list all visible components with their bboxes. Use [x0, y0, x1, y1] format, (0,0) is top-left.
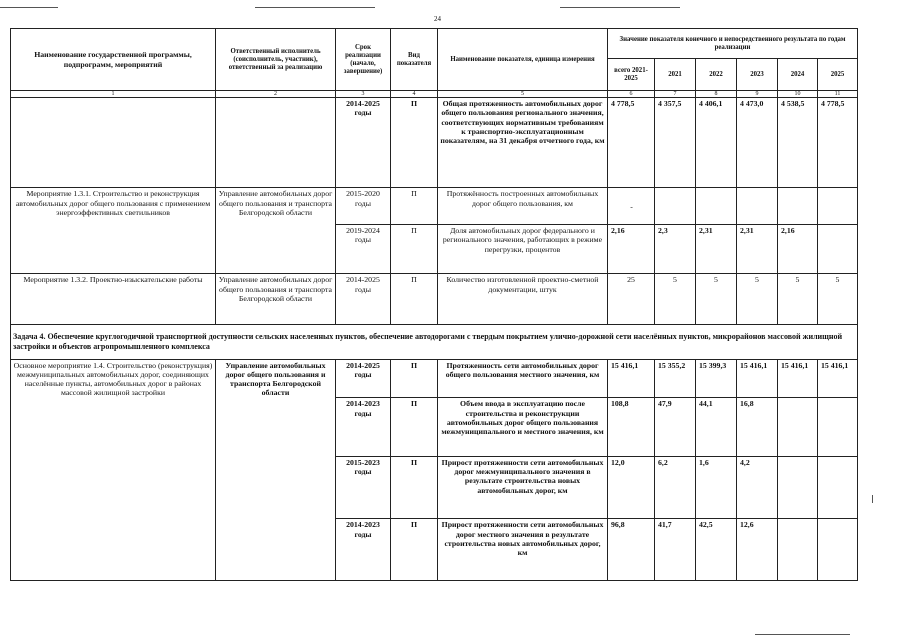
- value-2025: [818, 456, 858, 519]
- header-executor: Ответственный исполнитель (соисполнитель, участник), ответственный за реализацию: [216, 29, 336, 91]
- measure-1-3-2-name: Мероприятие 1.3.2. Проектно-изыскательские работы: [11, 274, 216, 324]
- measure-1-3-2-executor: Управление автомобильных дорог общего пользования и транспорта Белгородской области: [216, 274, 336, 324]
- value-2025: [818, 225, 858, 274]
- header-year-2024: 2024: [778, 59, 818, 91]
- value-total: 25: [608, 274, 655, 324]
- header-indicator: Наименование показателя, единица измерения: [438, 29, 608, 91]
- value-2021: 6,2: [655, 456, 696, 519]
- column-number: 10: [778, 91, 818, 98]
- value-2021: 2,3: [655, 225, 696, 274]
- value-2021: 15 355,2: [655, 359, 696, 398]
- value-2025: 15 416,1: [818, 359, 858, 398]
- value-2023: 5: [737, 274, 778, 324]
- column-number: 7: [655, 91, 696, 98]
- value-2021: 47,9: [655, 398, 696, 456]
- value-total: -: [608, 188, 655, 225]
- table-row: [11, 188, 858, 225]
- table-row: [11, 98, 858, 188]
- scan-mark-bottom-right: [755, 634, 850, 635]
- value-2022: 15 399,3: [696, 359, 737, 398]
- indicator-cell: Объем ввода в эксплуатацию после строительства и реконструкции автомобильных дорог общего пользования межмуниципального и местного значения, км: [438, 398, 608, 456]
- scan-mark-top-mid: [255, 7, 375, 8]
- value-2022: 4 406,1: [696, 98, 737, 188]
- kind-cell: П: [391, 456, 438, 519]
- page-number: 24: [434, 15, 441, 23]
- value-2022: [696, 188, 737, 225]
- value-2023: 4 473,0: [737, 98, 778, 188]
- value-total: 4 778,5: [608, 98, 655, 188]
- table-row: [11, 274, 858, 324]
- value-2025: [818, 398, 858, 456]
- indicator-cell: Протяжённость построенных автомобильных дорог общего пользования, км: [438, 188, 608, 225]
- value-2021: 5: [655, 274, 696, 324]
- header-year-2021: 2021: [655, 59, 696, 91]
- value-2024: 5: [778, 274, 818, 324]
- scan-mark-top-right: [560, 7, 680, 8]
- value-2021: 41,7: [655, 519, 696, 581]
- value-2025: 4 778,5: [818, 98, 858, 188]
- column-number: 6: [608, 91, 655, 98]
- value-2023: 2,31: [737, 225, 778, 274]
- value-2025: 5: [818, 274, 858, 324]
- measure-1-4-name: Основное мероприятие 1.4. Строительство (реконструкция) межмуниципальных автомобильных дорог, соединяющих населённые пункты, автомобильных дорог в районах массовой жилищной застройки: [11, 359, 216, 580]
- term-cell: 2015-2020 годы: [336, 188, 391, 225]
- header-values-group: Значение показателя конечного и непосредственного результата по годам реализации: [608, 29, 858, 59]
- value-total: 2,16: [608, 225, 655, 274]
- value-2025: [818, 188, 858, 225]
- column-number: 4: [391, 91, 438, 98]
- kind-cell: П: [391, 398, 438, 456]
- indicator-cell: Протяженность сети автомобильных дорог общего пользования местного значения, км: [438, 359, 608, 398]
- value-2025: [818, 519, 858, 581]
- task-row: [11, 324, 858, 359]
- column-number: 11: [818, 91, 858, 98]
- value-2021: 4 357,5: [655, 98, 696, 188]
- measure-1-3-1-name: Мероприятие 1.3.1. Строительство и реконструкция автомобильных дорог общего пользования с применением энергоэффективных светильников: [11, 188, 216, 274]
- value-2023: 12,6: [737, 519, 778, 581]
- scan-mark-top-left: [0, 7, 58, 8]
- value-total: 96,8: [608, 519, 655, 581]
- value-2022: 42,5: [696, 519, 737, 581]
- value-total: 12,0: [608, 456, 655, 519]
- value-2024: [778, 398, 818, 456]
- value-2023: 4,2: [737, 456, 778, 519]
- column-number: 8: [696, 91, 737, 98]
- indicator-cell: Общая протяженность автомобильных дорог общего пользования регионального значения, соответствующих нормативным требованиям к транспортно-эксплуатационным показателям, на 31 декабря отчетного года, км: [438, 98, 608, 188]
- header-term: Срок реализации (начало, завершение): [336, 29, 391, 91]
- column-number: 3: [336, 91, 391, 98]
- kind-cell: П: [391, 98, 438, 188]
- empty-executor-cell: [216, 98, 336, 188]
- term-cell: 2019-2024 годы: [336, 225, 391, 274]
- column-number: 9: [737, 91, 778, 98]
- kind-cell: П: [391, 188, 438, 225]
- header-total: всего 2021-2025: [608, 59, 655, 91]
- header-kind: Вид показателя: [391, 29, 438, 91]
- empty-name-cell: [11, 98, 216, 188]
- header-year-2022: 2022: [696, 59, 737, 91]
- value-total: 108,8: [608, 398, 655, 456]
- column-number: 1: [11, 91, 216, 98]
- value-2024: 15 416,1: [778, 359, 818, 398]
- value-2024: 2,16: [778, 225, 818, 274]
- indicator-table: [10, 28, 858, 581]
- term-cell: 2014-2023 годы: [336, 398, 391, 456]
- value-2023: 16,8: [737, 398, 778, 456]
- value-2024: [778, 188, 818, 225]
- header-year-2025: 2025: [818, 59, 858, 91]
- scan-mark-right-edge: [872, 495, 873, 503]
- column-numbers-row: [11, 91, 858, 98]
- value-2024: [778, 456, 818, 519]
- column-number: 5: [438, 91, 608, 98]
- value-2022: 44,1: [696, 398, 737, 456]
- indicator-table-wrapper: [10, 28, 857, 581]
- value-2021: [655, 188, 696, 225]
- value-2022: 2,31: [696, 225, 737, 274]
- indicator-cell: Прирост протяженности сети автомобильных дорог местного значения в результате строительства новых автомобильных дорог, км: [438, 519, 608, 581]
- kind-cell: П: [391, 225, 438, 274]
- term-cell: 2014-2023 годы: [336, 519, 391, 581]
- kind-cell: П: [391, 274, 438, 324]
- kind-cell: П: [391, 359, 438, 398]
- header-year-2023: 2023: [737, 59, 778, 91]
- value-2022: 5: [696, 274, 737, 324]
- indicator-cell: Прирост протяженности сети автомобильных дорог межмуниципального значения в результате строительства новых автомобильных дорог, км: [438, 456, 608, 519]
- measure-1-3-1-executor: Управление автомобильных дорог общего пользования и транспорта Белгородской области: [216, 188, 336, 274]
- value-2023: [737, 188, 778, 225]
- value-2024: [778, 519, 818, 581]
- indicator-cell: Доля автомобильных дорог федерального и регионального значения, работающих в режиме перегрузки, процентов: [438, 225, 608, 274]
- value-total: 15 416,1: [608, 359, 655, 398]
- term-cell: 2015-2023 годы: [336, 456, 391, 519]
- value-2024: 4 538,5: [778, 98, 818, 188]
- value-2022: 1,6: [696, 456, 737, 519]
- kind-cell: П: [391, 519, 438, 581]
- column-number: 2: [216, 91, 336, 98]
- term-cell: 2014-2025 годы: [336, 98, 391, 188]
- indicator-cell: Количество изготовленной проектно-сметной документации, штук: [438, 274, 608, 324]
- table-row: [11, 359, 858, 398]
- task-4-heading: Задача 4. Обеспечение круглогодичной транспортной доступности сельских населенных пунктов, обеспечение автодорогами с твердым покрытием улично-дорожной сети населённых пунктов, микрорайонов массовой жилищной застройки и объектов агропромышленного комплекса: [11, 324, 858, 359]
- header-name: Наименование государственной программы, подпрограмм, мероприятий: [11, 29, 216, 91]
- value-2023: 15 416,1: [737, 359, 778, 398]
- term-cell: 2014-2025 годы: [336, 359, 391, 398]
- term-cell: 2014-2025 годы: [336, 274, 391, 324]
- measure-1-4-executor: Управление автомобильных дорог общего пользования и транспорта Белгородской области: [216, 359, 336, 580]
